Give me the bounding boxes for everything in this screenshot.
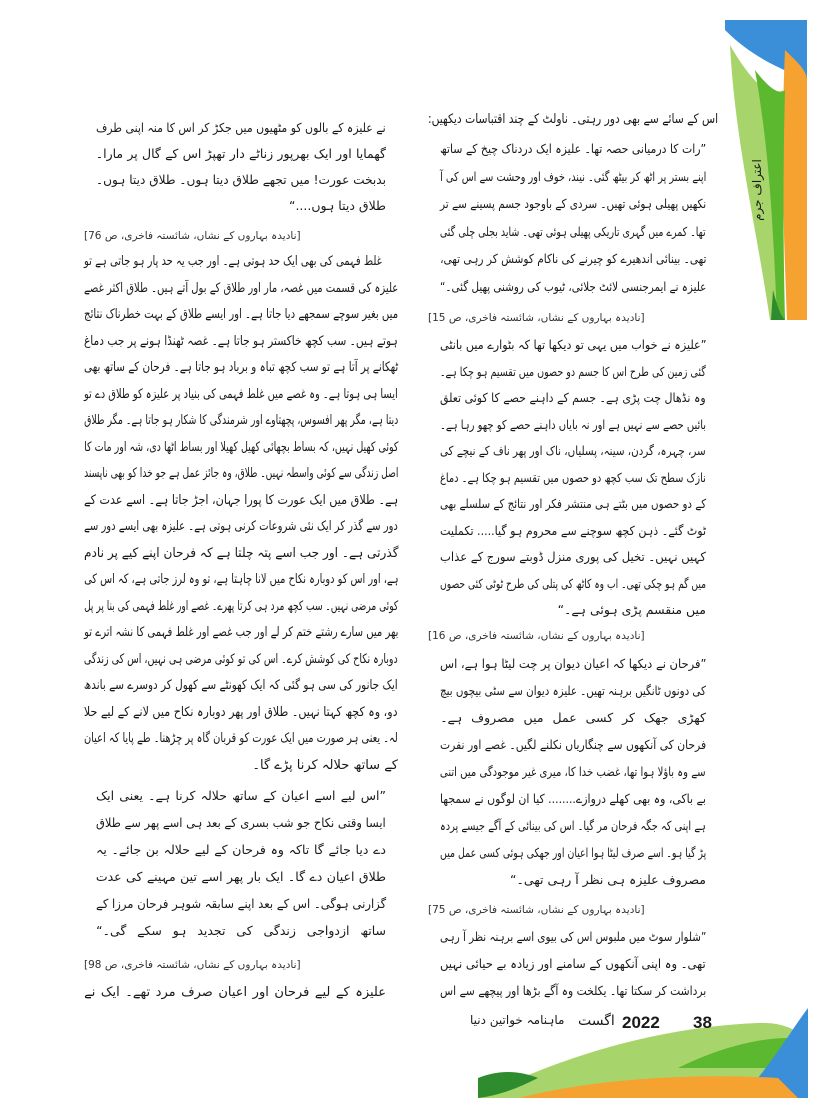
paragraph-line xyxy=(84,701,398,725)
line-text: ہوتے ہیں۔ سب کچھ خاکستر ہو جاتا ہے۔ غصہ ٹھنڈا ہونے پر جب دماغ xyxy=(84,333,398,349)
quote-line xyxy=(440,979,706,1003)
line-text: میں گم ہو چکی تھی۔ اب وہ کاٹھ کی پتلی کی طرح ٹوٹی کئی حصوں xyxy=(439,575,706,591)
line-text: علیزہ کے لیے فرحان اور اعیان صرف مرد تھے۔ ایک نے xyxy=(84,985,386,1000)
line-text: اپنے بستر پر اٹھ کر بیٹھ گئی۔ نیند، خوف اور وحشت سے اس کی آ xyxy=(439,168,706,184)
line-text: بے باکی، وہ بھی کھلے دروازے........ کیا ان لوگوں نے سمجھا xyxy=(440,791,706,806)
line-text: ”شلوار سوٹ میں ملبوس اس کی بیوی اسے برہنہ نظر آ رہی xyxy=(439,929,706,944)
paragraph-line xyxy=(84,462,398,486)
paragraph-line xyxy=(84,409,398,433)
paragraph-line xyxy=(84,674,398,698)
line-text: ساتھ ازدواجی زندگی کی تجدید ہو سکے گی۔“ xyxy=(96,923,386,938)
line-text: دو، وہ کچھ کہتا نہیں۔ طلاق اور پھر دوبارہ نکاح میں لانے کے لیے حلا xyxy=(84,704,398,720)
line-text: کہیں نہیں۔ تخیل کی پوری منزل ڈوبتے سورج کے عذاب xyxy=(440,549,706,564)
quote-line xyxy=(96,892,386,916)
quote-line xyxy=(440,519,706,543)
line-text: اصل زندگی سے کوئی واسطہ نہیں۔ طلاق، وہ جائز عمل ہے جو خدا کو بھی ناپسند xyxy=(83,466,398,481)
line-text: اس کے سائے سے بھی دور رہتی۔ ناولٹ کے چند اقتباسات دیکھیں: xyxy=(427,112,718,127)
line-text: دیتا ہے، مگر پھر افسوس، پچھتاوے اور شرمندگی کا شکار ہو جاتا ہے۔ مگر طلاق xyxy=(83,413,398,428)
line-text: سر، چہرہ، گردن، سینہ، پسلیاں، ناک اور پھر ناف کے نیچے کی xyxy=(440,443,706,458)
line-text: وہ نڈھال چت پڑی ہے۔ جسم کے داہنے حصے کا کوئی تعلق xyxy=(440,390,706,405)
line-text: فرحان کی آنکھوں سے چنگاریاں نکلنے لگیں۔ غصے اور نفرت xyxy=(439,737,706,752)
line-text: [نادیدہ بہاروں کے نشاں، شائستہ فاخری، ص 76] xyxy=(84,230,301,242)
line-text: [نادیدہ بہاروں کے نشاں، شائستہ فاخری، ص 75] xyxy=(428,904,645,916)
quote-line xyxy=(440,165,706,189)
line-text: ہے، اور اس کو دوبارہ نکاح میں لانا چاہتا ہے، تو وہ لرز جاتی ہے، کہ اس کی xyxy=(83,572,398,587)
line-text: دے دیا جائے گا تاکہ وہ فرحان کے لیے حلالہ بن جائے۔ یہ xyxy=(96,842,386,857)
paragraph-line xyxy=(84,568,398,592)
quote-line xyxy=(440,137,706,161)
quote-line xyxy=(440,841,706,865)
paragraph-line xyxy=(84,383,398,407)
citation xyxy=(84,953,398,977)
line-text: بدبخت عورت! میں تجھے طلاق دیتا ہوں۔ طلاق دیتا ہوں۔ xyxy=(95,172,386,187)
line-text: ٹوٹ گئے۔ ذہن کچھ سوچنے سے محروم ہو گیا..... تکملیت xyxy=(439,522,706,538)
quote-line xyxy=(96,838,386,862)
line-text: ”اس لیے اسے اعیان کے ساتھ حلالہ کرنا ہے۔ یعنی ایک xyxy=(95,788,386,803)
paragraph-line xyxy=(84,436,398,460)
quote-line xyxy=(440,706,706,730)
line-text: کوئی مرضی نہیں۔ سب کچھ مرد ہی کرتا پھرے۔ غصے اور غلط فہمی کی بنا پر پل xyxy=(83,598,398,614)
line-text: تھی۔ وہ اپنی آنکھوں کے سامنے اور زیادہ بے حیائی نہیں xyxy=(440,956,706,971)
line-text: بھر میں سارے رشتے ختم کر لے اور جب غصے اور غلط فہمی کا نشہ اترے تو xyxy=(83,625,398,640)
paragraph-line xyxy=(84,754,398,778)
line-text: ایسا ہی ہوتا ہے۔ وہ غصے میں غلط فہمی کی بنیاد پر علیزہ کو طلاق دے تو xyxy=(84,386,398,402)
line-text: ”فرحان نے دیکھا کہ اعیان دیوان پر چت لیٹا ہوا ہے، اس xyxy=(439,656,706,671)
quote-line xyxy=(440,598,706,622)
quote-line xyxy=(440,492,706,516)
line-text: دور سے گذر کر ایک نئی شروعات کرنی ہوتی ہے۔ علیزہ بھی ایسے دور سے xyxy=(84,519,398,534)
line-text: گئی زمین کی طرح اس کا جسم دو حصوں میں تقسیم ہو چکا ہے۔ xyxy=(440,363,706,379)
quote-line xyxy=(440,868,706,892)
paragraph-line xyxy=(84,356,398,380)
quote-line xyxy=(96,919,386,943)
paragraph-line xyxy=(84,489,398,513)
quote-line xyxy=(440,572,706,596)
line-text: [نادیدہ بہاروں کے نشاں، شائستہ فاخری، ص 15] xyxy=(428,312,645,324)
quote-line xyxy=(440,925,706,949)
line-text: میں بغیر سوچے سمجھے دیا جاتا ہے۔ اور ایسے طلاق کے بہت خطرناک نتائج xyxy=(83,307,398,322)
quote-line xyxy=(96,194,386,218)
line-text: میں منقسم پڑی ہوئی ہے۔“ xyxy=(557,602,706,617)
line-text: غلط فہمی کی بھی ایک حد ہوتی ہے۔ اور جب یہ حد پار ہو جاتی ہے تو xyxy=(84,254,382,269)
line-text: کے دو حصوں میں بٹتے ہی منتشر فکر اور نتائج کے سلسلے بھی xyxy=(439,496,706,511)
line-text: بائیں حصے سے نہیں ہے اور نہ بایاں داہنے حصے کو چھو رہا ہے۔ xyxy=(439,416,706,432)
line-text: [نادیدہ بہاروں کے نشاں، شائستہ فاخری، ص 98] xyxy=(84,959,301,971)
line-text: کے ساتھ حلالہ کرنا پڑے گا۔ xyxy=(252,757,398,773)
line-text: ہے۔ طلاق میں ایک عورت کا پورا جہان، اجڑ جاتا ہے۔ اسے عدت کے xyxy=(83,492,398,508)
quote-line xyxy=(96,811,386,835)
line-text: گھمایا اور ایک بھرپور زناٹے دار تھپڑ اس کے گال پر مارا۔ xyxy=(95,146,386,161)
line-text: نے علیزہ کے بالوں کو مٹھیوں میں جکڑ کر اس کا منہ اپنی طرف xyxy=(96,120,386,135)
quote-line xyxy=(440,679,706,703)
quote-line xyxy=(440,814,706,838)
line-text: ایک جانور کی سی ہو گئی کہ ایک کھونٹے سے کھول کر دوسرے سے باندھ xyxy=(84,678,398,693)
quote-line xyxy=(440,275,706,299)
line-text: طلاق اعیان دے گا۔ ایک بار پھر اسے تین مہینے کی عدت xyxy=(95,869,386,884)
quote-line xyxy=(440,220,706,244)
line-text: نکھیں پھیلی ہوئی تھیں۔ سردی کے باوجود جسم پسینے سے تر xyxy=(439,196,706,211)
line-text: علیزہ کی قسمت میں غصہ، مار اور طلاق کے بول آتے ہیں۔ طلاق اکثر غصے xyxy=(83,280,398,296)
quote-line xyxy=(440,787,706,811)
citation xyxy=(428,624,718,648)
quote-line xyxy=(96,784,386,808)
line-text: تھی۔ بینائی اندھیرے کو چیرنے کی ناکام کوشش کر رہی تھی، xyxy=(439,251,706,266)
line-text: تھا۔ کمرے میں گہری تاریکی پھیلی ہوئی تھی۔ شاید بجلی چلی گئی xyxy=(440,223,706,239)
line-text: کوئی کھیل نہیں، کہ بساط بچھائی کھیل کھیلا اور بساط اٹھا دی، شہ اور مات کا xyxy=(83,439,398,455)
line-text: برداشت کر سکتا تھا۔ یکلخت وہ آگے بڑھا اور پیچھے سے اس xyxy=(439,983,706,998)
citation xyxy=(428,898,718,922)
citation xyxy=(428,306,718,330)
paragraph-line xyxy=(84,727,398,751)
line-text: طلاق دیتا ہوں....“ xyxy=(288,198,386,213)
line-text: ایسا وقتی نکاح جو شب بسری کے بعد ہی اسے پھر سے طلاق xyxy=(96,815,386,830)
line-text: دوبارہ نکاح کی کوشش کرے۔ اس کی تو کوئی مرضی ہی نہیں، اس کی زندگی xyxy=(84,651,398,667)
quote-line xyxy=(440,439,706,463)
line-text: [نادیدہ بہاروں کے نشاں، شائستہ فاخری، ص 16] xyxy=(428,630,645,642)
line-text: علیزہ نے ایمرجنسی لائٹ جلائی، ٹیوب کی روشنی پھیل گئی۔“ xyxy=(439,278,706,294)
paragraph-line xyxy=(428,108,718,132)
quote-line xyxy=(440,733,706,757)
quote-line xyxy=(96,142,386,166)
issue-year: 2022 xyxy=(622,1013,660,1032)
section-label xyxy=(742,160,772,220)
paragraph-line xyxy=(84,621,398,645)
line-text: لہ۔ یعنی ہر صورت میں ایک عورت کو قربان گاہ پر چڑھنا۔ طے پایا کہ اعیان xyxy=(84,731,398,746)
line-text: پڑ گیا ہو۔ اسے صرف لیٹا ہوا اعیان اور جھکی ہوئی کسی عمل میں xyxy=(439,845,706,860)
quote-line xyxy=(440,466,706,490)
paragraph-line xyxy=(84,981,386,1005)
line-text: کھڑی جھک کر کسی عمل میں مصروف ہے۔ xyxy=(440,710,706,725)
quote-line xyxy=(96,116,386,140)
quote-line xyxy=(440,952,706,976)
quote-line xyxy=(96,168,386,192)
magazine-name: ماہنامہ خواتین دنیا xyxy=(470,1013,565,1027)
paragraph-line xyxy=(84,250,382,274)
quote-line xyxy=(440,413,706,437)
line-text: ٹھکانے پر آتا ہے تو سب کچھ تباہ و برباد ہو جاتا ہے۔ فرحان کے ساتھ بھی xyxy=(83,360,398,375)
paragraph-line xyxy=(84,277,398,301)
line-text: نازک سطح تک سب کچھ دو حصوں میں تقسیم ہو چکا ہے۔ دماغ xyxy=(440,469,706,485)
line-text: ہے اپنی کہ جگہ فرحان مر گیا۔ اس کی بینائی کے آگے جیسے پردہ xyxy=(440,818,706,833)
section-label-text: اعتراف جرم xyxy=(750,159,765,221)
quote-line xyxy=(96,865,386,889)
line-text: گزارنی ہوگی۔ اس کے بعد اپنے سابقہ شوہر فرحان مرزا کے xyxy=(95,896,386,911)
issue-month: اگست xyxy=(578,1013,615,1029)
quote-line xyxy=(440,386,706,410)
quote-line xyxy=(440,760,706,784)
quote-line xyxy=(440,192,706,216)
line-text: سے وہ باؤلا ہوا تھا، غضب خدا کا، میری غیر موجودگی میں اتنی xyxy=(440,764,706,779)
citation xyxy=(84,224,398,248)
quote-line xyxy=(440,545,706,569)
paragraph-line xyxy=(84,515,398,539)
paragraph-line xyxy=(84,542,398,566)
paragraph-line xyxy=(84,303,398,327)
quote-line xyxy=(440,247,706,271)
paragraph-line xyxy=(84,595,398,619)
page-number: 38 xyxy=(693,1013,712,1032)
quote-line xyxy=(440,333,706,357)
line-text: کی دونوں ٹانگیں برہنہ تھیں۔ علیزہ دیوان سے سٹی بیچوں بیچ xyxy=(440,683,706,698)
line-text: مصروف علیزہ ہی نظر آ رہی تھی۔“ xyxy=(510,872,706,887)
quote-line xyxy=(440,360,706,384)
paragraph-line xyxy=(84,648,398,672)
paragraph-line xyxy=(84,330,398,354)
line-text: گذرتی ہے۔ اور جب اسے پتہ چلتا ہے کہ فرحان اپنے کیے پر نادم xyxy=(83,545,398,561)
line-text: ”علیزہ نے خواب میں یہی تو دیکھا تھا کہ بٹوارے میں بانٹی xyxy=(439,337,706,352)
quote-line xyxy=(440,652,706,676)
line-text: ”رات کا درمیانی حصہ تھا۔ علیزہ ایک دردناک چیخ کے ساتھ xyxy=(439,141,706,156)
